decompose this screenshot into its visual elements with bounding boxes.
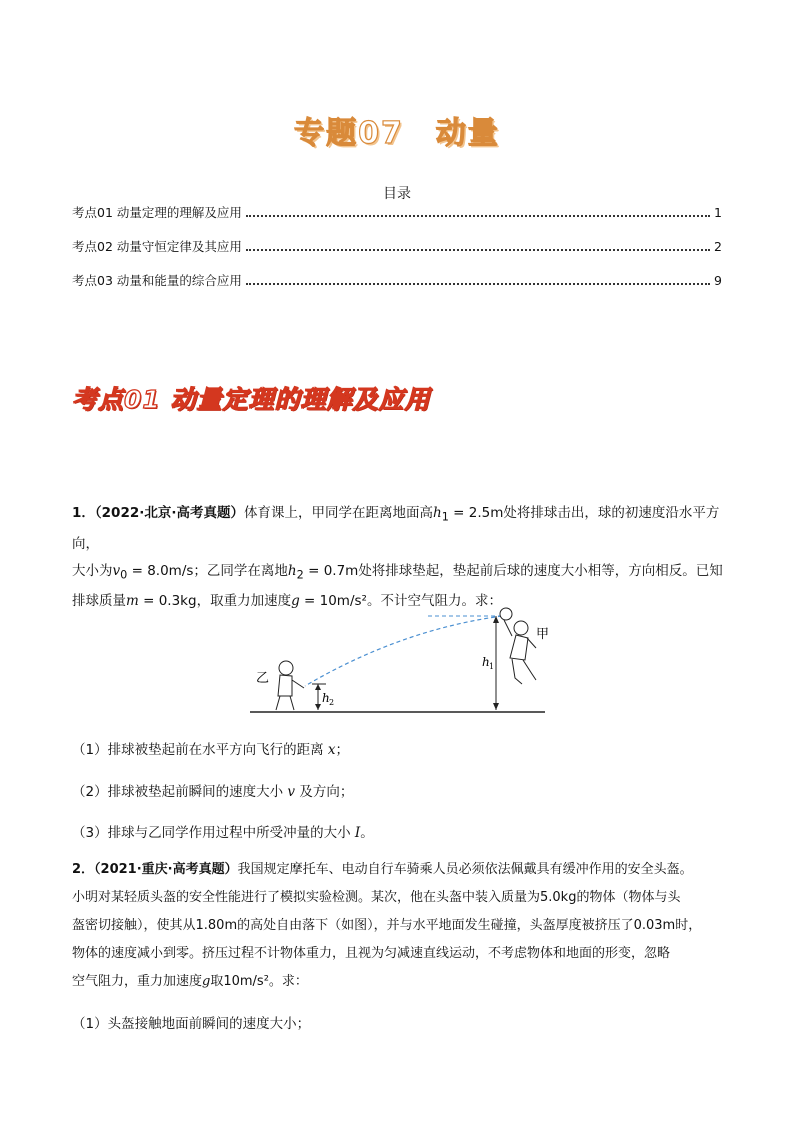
toc-item-3[interactable]: [72, 271, 722, 289]
part-end: ；: [335, 742, 350, 758]
h1-label-sub: 1: [489, 662, 495, 671]
var-v: v: [287, 784, 296, 800]
question-text: 体育课上，甲同学在距离地面高: [244, 505, 433, 521]
value-m: = 0.3kg: [138, 593, 197, 610]
question-1-line-1: [72, 500, 727, 558]
toc-heading: 目录: [383, 186, 411, 202]
question-text: 空气阻力，重力加速度: [72, 974, 203, 989]
part-text: （1）排球被垫起前在水平方向飞行的距离: [72, 742, 328, 758]
ball-trajectory: [305, 616, 502, 686]
part-text: （3）排球与乙同学作用过程中所受冲量的大小: [72, 825, 355, 841]
toc-item-label: 考点03 动量和能量的综合应用: [72, 273, 242, 288]
student-yi-icon: [276, 661, 304, 710]
var-h1: h: [433, 505, 442, 521]
var-v0: v: [112, 562, 121, 579]
toc-leader-dots: [246, 273, 710, 285]
section-heading: 考点01 动量定理的理解及应用: [72, 385, 431, 414]
arrow-down-icon: [493, 703, 499, 710]
part-text: （2）排球被垫起前瞬间的速度大小: [72, 784, 288, 800]
volleyball-icon: [500, 608, 512, 620]
question-2: [72, 856, 727, 996]
question-source: （2022·北京·高考真题）: [94, 505, 244, 521]
arrow-down-icon: [315, 704, 321, 710]
h1-label: h: [482, 655, 490, 669]
value-h2: = 0.7m: [303, 562, 359, 579]
h2-label-sub: 2: [329, 698, 335, 707]
arrow-up-icon: [315, 684, 321, 690]
question-text: 取10m/s²。求：: [210, 974, 308, 989]
var-h2: h: [287, 562, 297, 579]
toc-item-label: 考点01 动量定理的理解及应用: [72, 205, 242, 220]
var-sub: 0: [120, 568, 128, 582]
var-sub: 1: [441, 510, 449, 524]
question-text: 处将排球垫起，垫起前后球的速度大小相等，方向相反。已知: [358, 562, 723, 579]
question-text: 。不计空气阻力。求：: [366, 593, 502, 610]
question-2-line-2: 小明对某轻质头盔的安全性能进行了模拟实验检测。某次，他在头盔中装入质量为5.0kg的物体（物体与头: [72, 890, 681, 905]
part-end: 及方向；: [295, 784, 354, 800]
question-1-part-1: [72, 738, 349, 758]
toc-leader-dots: [246, 239, 710, 251]
question-number: 2．: [72, 862, 95, 877]
question-2-line-4: 物体的速度减小到零。挤压过程不计物体重力，且视为匀减速直线运动，不考虑物体和地面的形变，忽略: [72, 946, 671, 961]
page-title: 专题07 动量: [294, 116, 500, 151]
question-2-line-1: [72, 856, 727, 884]
question-1-part-2: [72, 780, 353, 800]
question-text: 我国规定摩托车、电动自行车骑乘人员必须依法佩戴具有缓冲作用的安全头盔。: [237, 862, 693, 877]
toc-item-page: 1: [714, 205, 722, 220]
student-jia-icon: [504, 620, 536, 684]
var-m: m: [126, 593, 139, 610]
var-sub: 2: [296, 568, 304, 582]
toc-leader-dots: [246, 205, 710, 217]
question-2-part-1: （1）头盔接触地面前瞬间的速度大小；: [72, 1016, 311, 1032]
var-g: g: [202, 974, 211, 989]
question-1-line-2: [72, 558, 727, 589]
value-h1: = 2.5m: [448, 505, 504, 521]
question-text: 大小为: [72, 562, 113, 579]
h2-label: h: [322, 691, 330, 705]
toc-item-label: 考点02 动量守恒定律及其应用: [72, 239, 242, 254]
question-text: ，取重力加速度: [196, 593, 292, 610]
toc-item-page: 9: [714, 273, 722, 288]
question-2-line-5: [72, 968, 727, 996]
question-2-line-3: 盔密切接触），使其从1.80m的高处自由落下（如图），并与水平地面发生碰撞，头盔厚度被挤压了0.03m时，: [72, 918, 702, 933]
value-v0: = 8.0m/s: [127, 562, 194, 579]
student-yi-label: 乙: [256, 671, 270, 686]
toc-item-page: 2: [714, 239, 722, 254]
question-1-part-3: [72, 821, 374, 841]
toc-item-2[interactable]: [72, 237, 722, 255]
var-x: x: [327, 742, 336, 758]
value-g: = 10m/s²: [299, 593, 367, 610]
volleyball-figure: [250, 598, 550, 718]
var-I: I: [354, 825, 361, 841]
question-text: ；乙同学在离地: [193, 562, 288, 579]
question-text: 排球质量: [72, 593, 126, 610]
question-text: 处将排球击出，球的初速度沿水平方向，: [72, 505, 720, 552]
question-number: 1．: [72, 505, 95, 521]
var-g: g: [291, 593, 300, 610]
student-jia-label: 甲: [536, 627, 550, 642]
part-end: 。: [360, 825, 374, 841]
toc-item-1[interactable]: [72, 203, 722, 221]
question-source: （2021·重庆·高考真题）: [94, 862, 238, 877]
